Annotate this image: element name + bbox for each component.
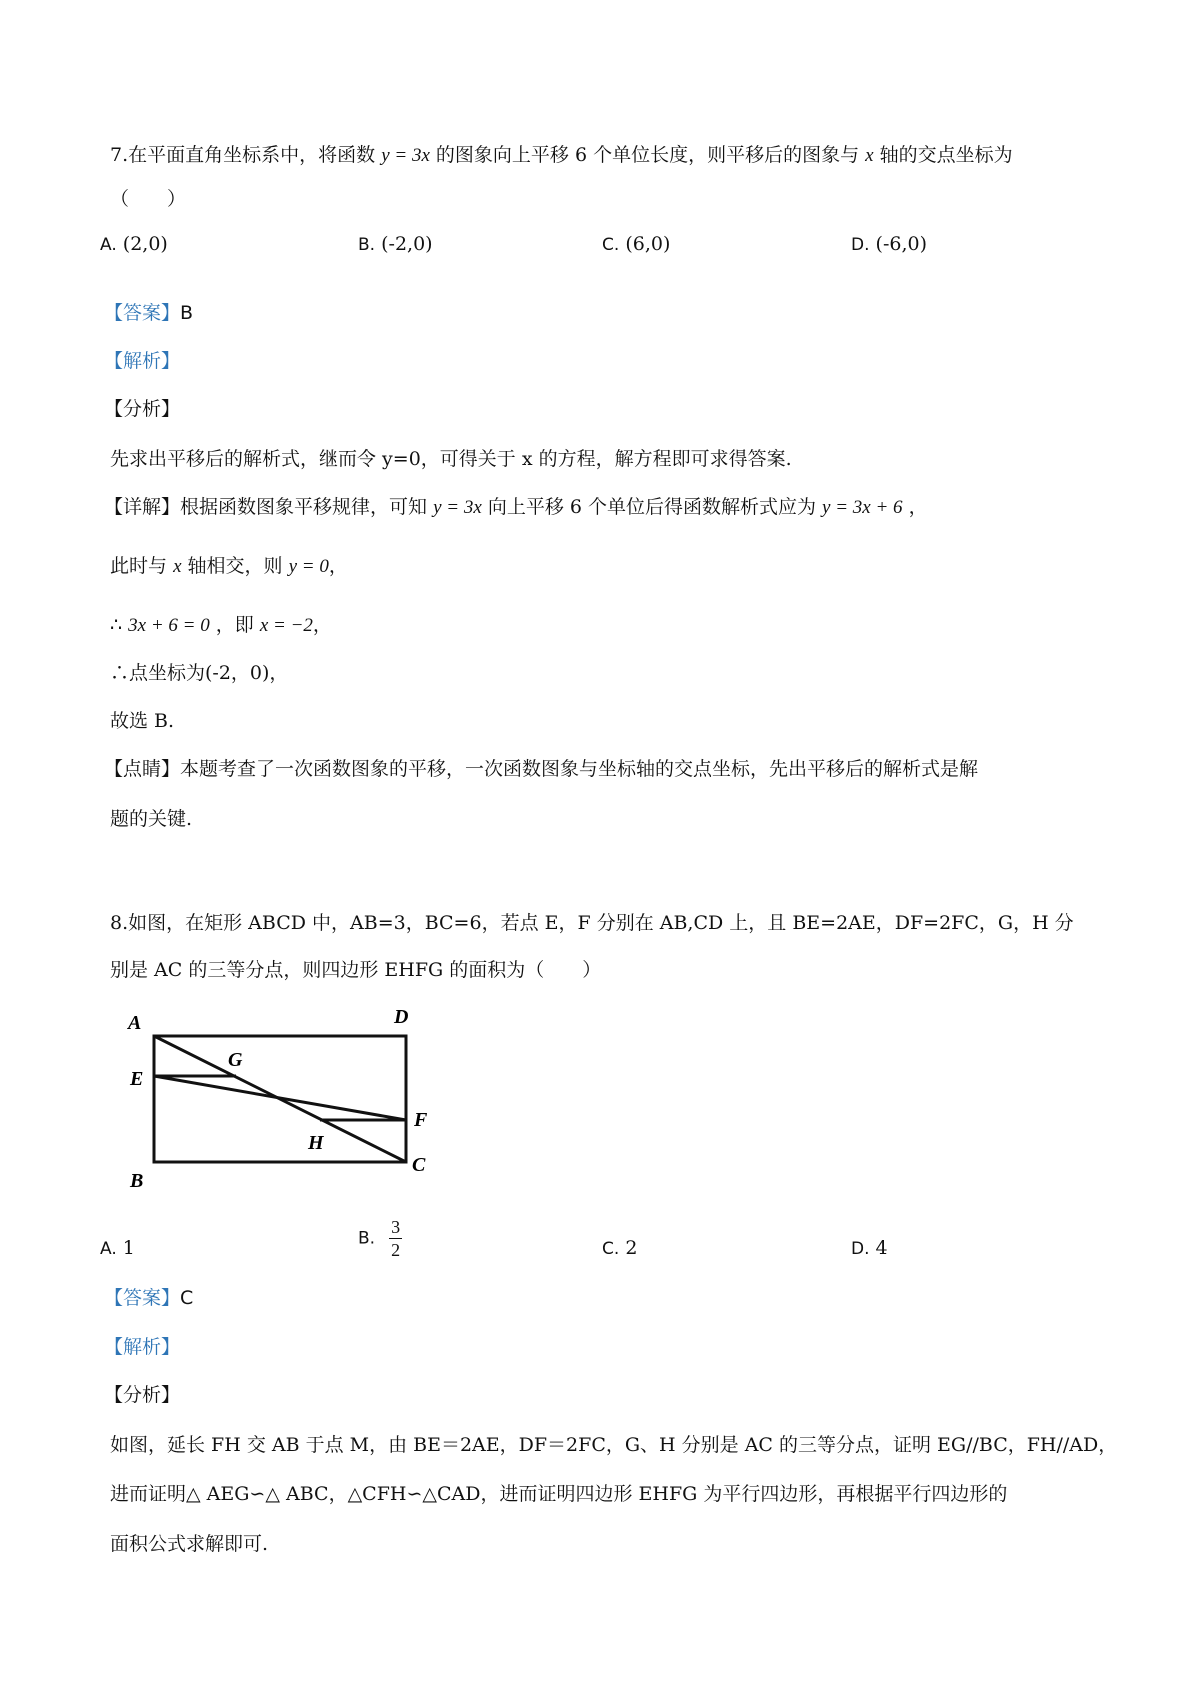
fraction-three-halves: $\frac{3}{2}$ (391, 1217, 401, 1260)
q7-option-c: C. (6,0) (602, 233, 671, 255)
q7-comment-2: 题的关键. (110, 808, 193, 830)
q7-detail-expr2: y = 3x + 6 (822, 497, 903, 518)
q7-line2-expr: y = 0 (288, 556, 329, 577)
comment-tag: 【点睛】 (104, 758, 181, 780)
label-c: C (412, 1154, 426, 1176)
q7-answer (104, 300, 193, 326)
q7-detail: 【详解】根据函数图象平移规律，可知 y = 3x 向上平移 6 个单位后得函数解析式应为 y = 3x + 6 ， (104, 496, 928, 518)
q7-line3-expr1: 3x + 6 = 0 (128, 615, 210, 636)
q8-fenxi-tag: 【分析】 (104, 1384, 181, 1406)
segment-ef (154, 1076, 406, 1120)
answer-tag: 【答案】 (104, 1287, 181, 1309)
q7-fenxi-tag: 【分析】 (104, 398, 181, 420)
q7-comment: 【点睛】本题考查了一次函数图象的平移，一次函数图象与坐标轴的交点坐标，先出平移后的解析式是解 (104, 758, 979, 780)
q7-stem-text-2: 的图象向上平移 6 个单位长度，则平移后的图象与 (435, 144, 860, 166)
q7-stem (110, 142, 1013, 169)
q7-axis-x: x (865, 145, 874, 166)
q8-stem-2: 别是 AC 的三等分点，则四边形 EHFG 的面积为（ ） (110, 959, 602, 981)
detail-tag: 【详解】 (104, 496, 181, 518)
q8-analysis-tag: 【解析】 (104, 1336, 181, 1358)
q8-fenxi-3: 面积公式求解即可. (110, 1533, 269, 1555)
q7-line2: 此时与 x 轴相交，则 y = 0， (110, 555, 348, 577)
q7-stem-text: 7.在平面直角坐标系中，将函数 (110, 144, 376, 166)
q8-option-d: D. 4 (851, 1237, 888, 1259)
q8-option-b: B. $\frac{3}{2}$ (358, 1217, 401, 1260)
q8-answer (104, 1285, 193, 1311)
q7-function-expr: y = 3x (381, 145, 430, 166)
q7-line4: ∴点坐标为(-2，0)， (110, 662, 289, 684)
q8-fenxi-2: 进而证明△ AEG∽△ ABC，△CFH∽△CAD，进而证明四边形 EHFG 为平行四边形，再根据平行四边形的 (110, 1483, 1008, 1505)
q7-option-d: D. (-6,0) (851, 233, 928, 255)
answer-value: C (180, 1287, 194, 1309)
answer-value: B (180, 302, 194, 324)
q8-fenxi-1: 如图，延长 FH 交 AB 于点 M，由 BE＝2AE，DF＝2FC，G、H 分别是 AC 的三等分点，证明 EG//BC，FH//AD， (110, 1434, 1118, 1456)
q7-option-a: A. (2,0) (100, 233, 168, 255)
label-f: F (414, 1109, 428, 1131)
rectangle-figure (118, 1003, 448, 1193)
label-h: H (308, 1132, 324, 1154)
q7-detail-expr1: y = 3x (433, 497, 482, 518)
label-a: A (128, 1012, 142, 1034)
q7-fenxi-text: 先求出平移后的解析式，继而令 y=0，可得关于 x 的方程，解方程即可求得答案. (110, 448, 792, 470)
q7-stem-text-3: 轴的交点坐标为 (879, 144, 1013, 166)
q7-line3: ∴ 3x + 6 = 0 ，即 x = −2， (110, 614, 332, 636)
q7-paren: （ ） (110, 188, 187, 210)
label-e: E (130, 1068, 144, 1090)
label-d: D (394, 1006, 409, 1028)
q7-line3-expr2: x = −2 (259, 615, 313, 636)
q8-stem-1: 8.如图，在矩形 ABCD 中，AB=3，BC=6，若点 E，F 分别在 AB,CD 上，且 BE=2AE，DF=2FC，G，H 分 (110, 912, 1074, 934)
q7-option-b: B. (-2,0) (358, 233, 433, 255)
q8-option-a: A. 1 (100, 1237, 135, 1259)
label-b: B (130, 1170, 144, 1192)
q7-analysis-tag: 【解析】 (104, 350, 181, 372)
q7-line5: 故选 B. (110, 710, 175, 732)
answer-tag: 【答案】 (104, 302, 181, 324)
q8-option-c: C. 2 (602, 1237, 638, 1259)
label-g: G (228, 1049, 243, 1071)
